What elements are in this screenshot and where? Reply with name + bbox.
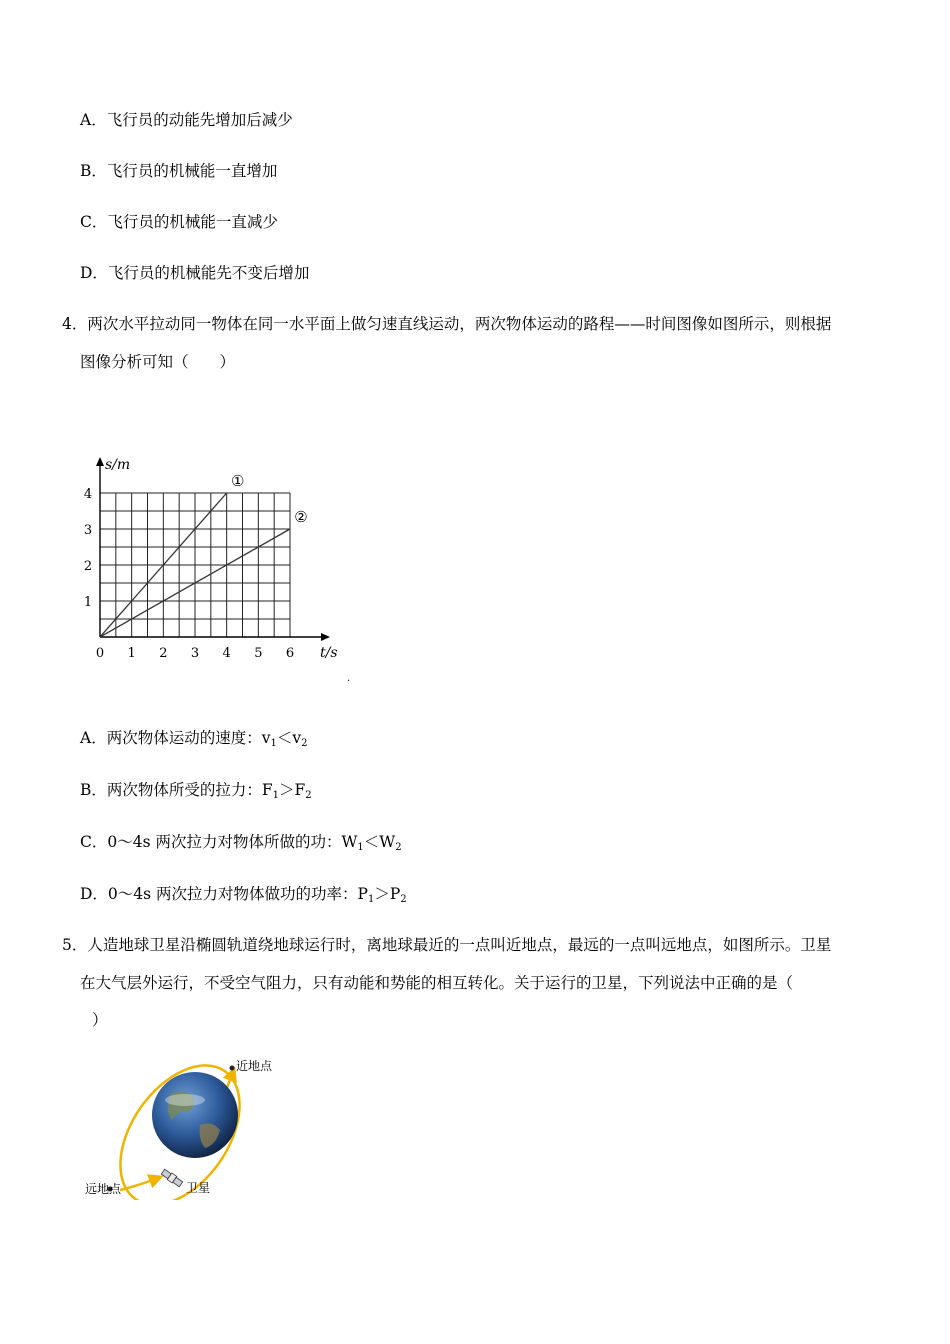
- y-tick-label: 4: [83, 487, 93, 502]
- q4-option-d: D．0～4s 两次拉力对物体做功的功率：$P_1>P_2$: [80, 885, 407, 905]
- perigee-label: 近地点: [236, 1059, 273, 1073]
- satellite-orbit-figure: [80, 1050, 280, 1200]
- y-axis-label: s/m: [105, 457, 131, 473]
- y-axis-arrow: [96, 457, 104, 466]
- x-tick-label: 5: [254, 646, 263, 661]
- series-label: ②: [294, 508, 308, 526]
- q4-option-b: B．两次物体所受的拉力：$F_1>F_2$: [80, 781, 312, 801]
- apogee-label: 远地点: [85, 1182, 122, 1196]
- x-tick-label: 6: [285, 646, 295, 661]
- q4-stem-line2: 图像分析可知（ ）: [80, 353, 236, 371]
- chart-grid: [100, 493, 290, 637]
- q4-option-a: A．两次物体运动的速度：$v_1<v_2$: [80, 729, 308, 749]
- orbit-arrow-lower: [120, 1178, 158, 1190]
- q5-stem-line3: ）: [92, 1011, 108, 1029]
- y-tick-label: 2: [83, 559, 93, 574]
- q3-option-d: D．飞行员的机械能先不变后增加: [80, 264, 310, 282]
- earth-icon: [152, 1072, 238, 1158]
- chart-axes: [96, 457, 330, 641]
- x-tick-label: 4: [222, 646, 231, 661]
- q3-option-a: A．飞行员的动能先增加后减少: [80, 111, 293, 129]
- s-t-graph: [78, 450, 348, 685]
- q4-option-c: C．0～4s 两次拉力对物体所做的功：$W_1<W_2$: [80, 833, 402, 853]
- satellite-icon: [161, 1168, 184, 1187]
- stray-dot: ·: [347, 676, 351, 687]
- x-axis-label: t/s: [320, 645, 338, 661]
- x-tick-label: 1: [127, 646, 136, 661]
- perigee-dot: [230, 1066, 235, 1071]
- x-axis-arrow: [321, 633, 330, 641]
- earth-clouds: [165, 1094, 205, 1106]
- x-tick-label: 3: [190, 646, 200, 661]
- q5-stem-line2: 在大气层外运行，不受空气阻力，只有动能和势能的相互转化。关于运行的卫星，下列说法中正确的是（: [80, 974, 794, 992]
- q5-stem-line1: 5．人造地球卫星沿椭圆轨道绕地球运行时，离地球最近的一点叫近地点，最远的一点叫远地点，如图所示。卫星: [62, 936, 832, 954]
- satellite-label: 卫星: [186, 1181, 211, 1195]
- series-label: ①: [230, 472, 245, 490]
- x-tick-label: 2: [159, 646, 168, 661]
- x-tick-label: 0: [95, 646, 105, 661]
- q3-option-b: B．飞行员的机械能一直增加: [80, 162, 278, 180]
- y-tick-label: 3: [83, 523, 93, 538]
- y-tick-label: 1: [83, 595, 93, 610]
- q4-stem-line1: 4．两次水平拉动同一物体在同一水平面上做匀速直线运动，两次物体运动的路程——时间图像如图所示，则根据: [62, 315, 832, 333]
- q3-option-c: C．飞行员的机械能一直减少: [80, 213, 278, 231]
